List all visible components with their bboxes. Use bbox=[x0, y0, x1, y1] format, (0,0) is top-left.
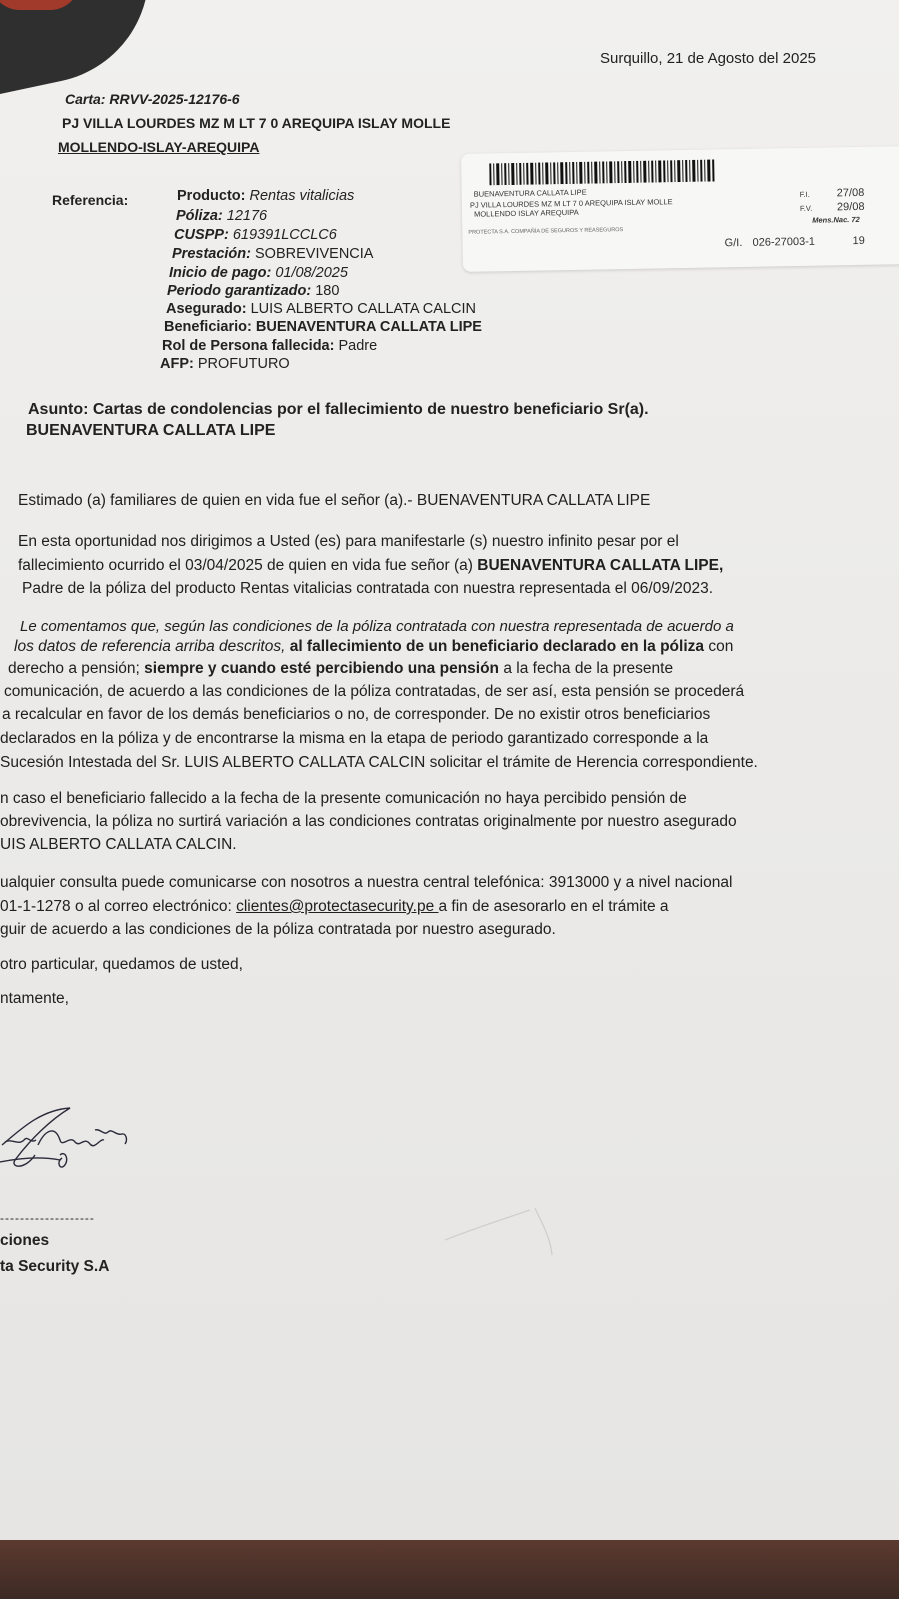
paragraph3-line: n caso el beneficiario fallecido a la fecha de la presente comunicación no haya percibido pensión de bbox=[0, 790, 687, 807]
reference-field: Asegurado: LUIS ALBERTO CALLATA CALCIN bbox=[166, 301, 476, 317]
paragraph2-line: a recalcular en favor de los demás beneficiarios o no, de corresponder. De no existir otros beneficiarios bbox=[2, 706, 711, 723]
recipient-address-line1: PJ VILLA LOURDES MZ M LT 7 0 AREQUIPA ISLAY MOLLE bbox=[62, 115, 451, 131]
finger-shadow bbox=[0, 0, 169, 100]
reference-field: Beneficiario: BUENAVENTURA CALLATA LIPE bbox=[164, 319, 482, 335]
stub-mens: Mens.Nac. 72 bbox=[812, 214, 860, 225]
closing-line1: otro particular, quedamos de usted, bbox=[0, 956, 243, 973]
paragraph2-line: Sucesión Intestada del Sr. LUIS ALBERTO CALLATA CALCIN solicitar el trámite de Herencia correspondiente. bbox=[0, 754, 758, 771]
subject-line2: BUENAVENTURA CALLATA LIPE bbox=[26, 422, 276, 439]
stub-address-line1: PJ VILLA LOURDES MZ M LT 7 0 AREQUIPA ISLAY MOLLE bbox=[469, 197, 673, 210]
signature-line: ------------------- bbox=[0, 1211, 95, 1225]
reference-field: Inicio de pago: 01/08/2025 bbox=[169, 265, 348, 281]
paragraph4-line: ualquier consulta puede comunicarse con nosotros a nuestra central telefónica: 3913000 y a nivel nacional bbox=[0, 874, 733, 891]
stub-gi-value: 026-27003-1 bbox=[752, 235, 816, 249]
paragraph1-line: fallecimiento ocurrido el 03/04/2025 de quien en vida fue señor (a) BUENAVENTURA CALLATA LIPE, bbox=[18, 557, 724, 574]
handwritten-signature bbox=[0, 1100, 130, 1180]
barcode-icon bbox=[489, 159, 719, 185]
letter-date: Surquillo, 21 de Agosto del 2025 bbox=[600, 50, 816, 67]
signature-role: ciones bbox=[0, 1232, 50, 1249]
stub-address-line2: MOLLENDO ISLAY AREQUIPA bbox=[473, 207, 579, 219]
reference-field: Producto: Rentas vitalicias bbox=[177, 188, 355, 204]
email-link[interactable]: clientes@protectasecurity.pe bbox=[236, 898, 439, 915]
stub-fv-label: F.V. bbox=[799, 203, 813, 213]
stub-name: BUENAVENTURA CALLATA LIPE bbox=[473, 187, 587, 199]
stub-fv-value: 29/08 bbox=[836, 200, 865, 214]
paragraph4-line: 01-1-1278 o al correo electrónico: clientes@protectasecurity.pe a fin de asesorarlo en el trámite a bbox=[0, 898, 669, 915]
stub-fi-label: F.I. bbox=[799, 189, 810, 199]
paragraph2-line: Le comentamos que, según las condiciones de la póliza contratada con nuestra representada de acuerdo a bbox=[20, 618, 734, 635]
stub-company: PROTECTA S.A. COMPAÑÍA DE SEGUROS Y REASEGUROS bbox=[468, 227, 624, 236]
reference-heading: Referencia: bbox=[52, 192, 129, 208]
reference-field: Póliza: 12176 bbox=[176, 208, 268, 224]
reference-field: AFP: PROFUTURO bbox=[160, 356, 290, 372]
table-surface bbox=[0, 1540, 899, 1599]
paragraph2-line: declarados en la póliza y de encontrarse la misma en la etapa de periodo garantizado corresponde a la bbox=[0, 730, 709, 747]
paragraph3-line: UIS ALBERTO CALLATA CALCIN. bbox=[0, 836, 237, 853]
stub-page: 19 bbox=[852, 234, 865, 248]
reference-field: CUSPP: 619391LCCLC6 bbox=[174, 227, 337, 243]
paragraph3-line: obrevivencia, la póliza no surtirá variación a las condiciones contratas originalmente por nuestro asegurado bbox=[0, 813, 737, 830]
subject-line1: Asunto: Cartas de condolencias por el fallecimiento de nuestro beneficiario Sr(a). bbox=[28, 401, 649, 418]
payment-stub-label bbox=[461, 146, 899, 272]
paragraph4-line: guir de acuerdo a las condiciones de la póliza contratada por nuestro asegurado. bbox=[0, 921, 556, 938]
closing-line2: ntamente, bbox=[0, 990, 69, 1007]
reference-field: Prestación: SOBREVIVENCIA bbox=[172, 246, 374, 262]
stub-gi-label: G/I. bbox=[724, 236, 743, 250]
paragraph1-line: En esta oportunidad nos dirigimos a Usted (es) para manifestarle (s) nuestro infinito pesar por el bbox=[18, 533, 679, 550]
stub-fi-value: 27/08 bbox=[836, 186, 865, 200]
greeting: Estimado (a) familiares de quien en vida fue el señor (a).- BUENAVENTURA CALLATA LIPE bbox=[18, 492, 651, 509]
paragraph1-line: Padre de la póliza del producto Rentas vitalicias contratada con nuestra representada el 06/09/2023. bbox=[22, 580, 714, 597]
signature-company: ta Security S.A bbox=[0, 1258, 110, 1275]
paragraph2-line: comunicación, de acuerdo a las condiciones de la póliza contratadas, de ser así, esta pensión se procederá bbox=[4, 683, 745, 700]
faint-scribble bbox=[440, 1200, 560, 1260]
reference-field: Periodo garantizado: 180 bbox=[167, 283, 340, 299]
recipient-address-line2: MOLLENDO-ISLAY-AREQUIPA bbox=[58, 139, 260, 155]
paragraph2-line: derecho a pensión; siempre y cuando esté percibiendo una pensión a la fecha de la presente bbox=[8, 660, 674, 677]
reference-field: Rol de Persona fallecida: Padre bbox=[162, 338, 378, 354]
letter-reference-code: Carta: RRVV-2025-12176-6 bbox=[65, 91, 240, 107]
paragraph2-line: los datos de referencia arriba descritos, al fallecimiento de un beneficiario declarado en la póliza con bbox=[14, 638, 734, 655]
